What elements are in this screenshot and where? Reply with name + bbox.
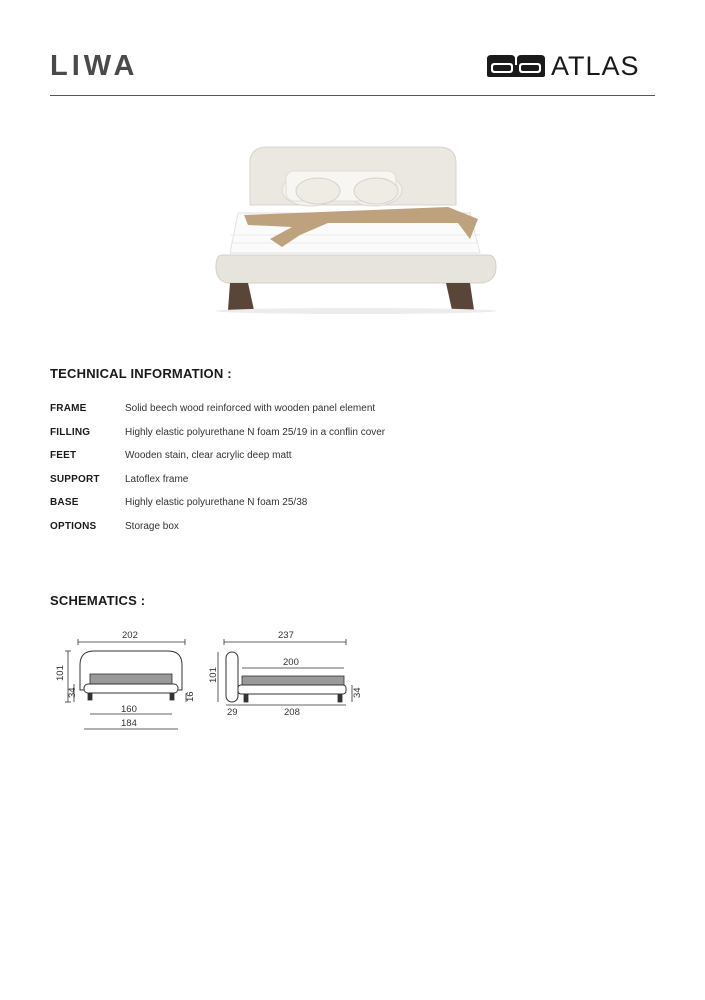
spec-row-feet [50, 444, 650, 468]
spec-value: Highly elastic polyurethane N foam 25/19 in a conflin cover [125, 426, 386, 438]
dim-front-width: 202 [122, 630, 138, 641]
dim-side-length: 237 [278, 630, 294, 641]
spec-row-support [50, 468, 650, 492]
dim-front-base: 34 [67, 687, 78, 698]
header-divider [50, 95, 655, 96]
product-title: LIWA [50, 50, 139, 82]
spec-row-base [50, 491, 650, 515]
spec-row-frame [50, 397, 650, 421]
spec-key: FRAME [50, 403, 87, 415]
spec-value: Storage box [125, 520, 179, 532]
spec-value: Solid beech wood reinforced with wooden panel element [125, 403, 376, 415]
spec-key: FEET [50, 450, 77, 462]
schematics-heading: SCHEMATICS : [50, 593, 146, 608]
spec-row-filling [50, 421, 650, 445]
spec-value: Wooden stain, clear acrylic deep matt [125, 450, 292, 462]
dim-side-height: 101 [208, 667, 219, 683]
dim-side-mattress: 200 [283, 657, 299, 668]
brand-name: ATLAS [551, 50, 640, 81]
spec-key: FILLING [50, 426, 91, 438]
dim-front-feet: 16 [185, 691, 196, 702]
foot-right [446, 283, 474, 310]
dim-front-height: 101 [55, 665, 66, 681]
dim-side-base: 34 [352, 687, 363, 698]
schematics-drawing [50, 625, 370, 735]
side-view [218, 639, 352, 705]
spec-value: Latoflex frame [125, 473, 189, 485]
front-view [65, 639, 186, 729]
bed-base [216, 255, 496, 283]
spec-key: OPTIONS [50, 520, 97, 532]
product-photo [208, 135, 498, 315]
dim-side-base-length: 208 [284, 707, 300, 718]
spec-value: Highly elastic polyurethane N foam 25/38 [125, 497, 308, 509]
spec-key: SUPPORT [50, 473, 100, 485]
foot-left [228, 283, 254, 310]
spec-key: BASE [50, 497, 79, 509]
sofa-logo-icon [485, 53, 547, 79]
spec-row-options [50, 515, 650, 539]
dim-front-span: 184 [121, 718, 137, 729]
brand-logo [485, 52, 640, 80]
spec-table [50, 397, 650, 538]
technical-info-heading: TECHNICAL INFORMATION : [50, 366, 232, 381]
dim-front-mattress: 160 [121, 704, 137, 715]
dim-side-headboard: 29 [227, 707, 238, 718]
